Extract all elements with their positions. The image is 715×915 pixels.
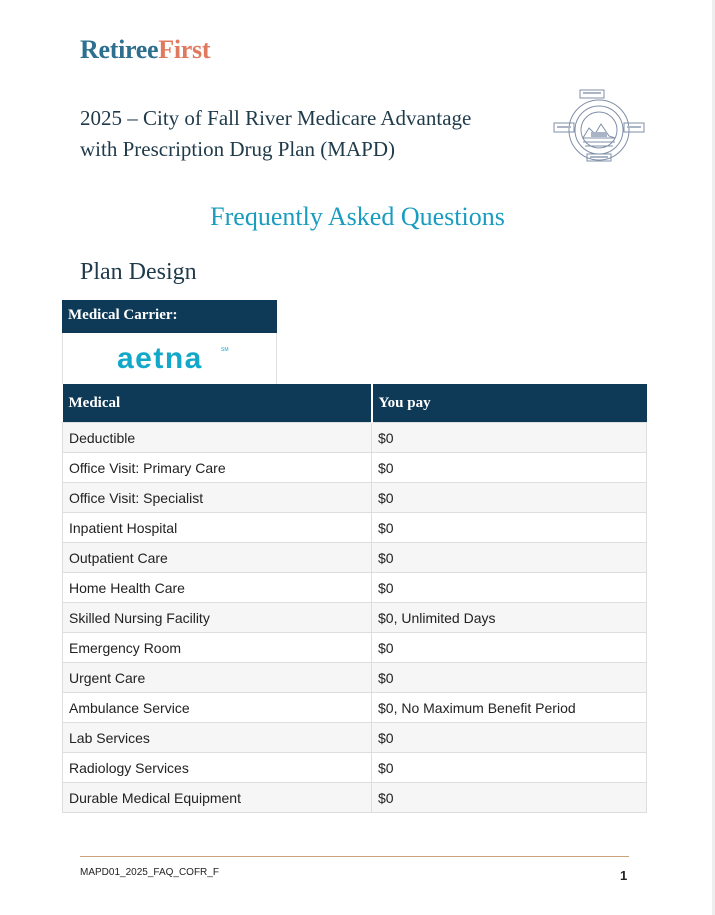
table-row	[63, 753, 647, 783]
document-title	[80, 103, 540, 165]
aetna-logo-text: aetna	[117, 342, 203, 375]
carrier-label: Medical Carrier:	[62, 300, 277, 333]
city-seal-icon	[553, 88, 645, 168]
cost-cell: $0, Unlimited Days	[372, 603, 647, 633]
table-row	[63, 783, 647, 813]
benefit-cell: Emergency Room	[63, 633, 372, 663]
cost-cell: $0, No Maximum Benefit Period	[372, 693, 647, 723]
carrier-logo-cell	[62, 333, 277, 384]
aetna-logo-mark: SM	[221, 347, 229, 353]
table-row	[63, 453, 647, 483]
cost-cell: $0	[372, 453, 647, 483]
logo-part-retiree: Retiree	[80, 35, 159, 64]
cost-cell: $0	[372, 633, 647, 663]
logo-part-first: First	[158, 35, 211, 64]
cost-cell: $0	[372, 753, 647, 783]
table-row	[63, 633, 647, 663]
benefit-cell: Inpatient Hospital	[63, 513, 372, 543]
table-row	[63, 513, 647, 543]
table-row	[63, 543, 647, 573]
benefit-cell: Office Visit: Primary Care	[63, 453, 372, 483]
document-title-line-1: 2025 – City of Fall River Medicare Advantage	[80, 106, 472, 130]
header-you-pay: You pay	[372, 384, 647, 423]
benefit-cell: Durable Medical Equipment	[63, 783, 372, 813]
benefit-cell: Ambulance Service	[63, 693, 372, 723]
table-row	[63, 423, 647, 453]
benefit-cell: Deductible	[63, 423, 372, 453]
table-row	[63, 573, 647, 603]
cost-cell: $0	[372, 543, 647, 573]
benefit-cell: Urgent Care	[63, 663, 372, 693]
cost-cell: $0	[372, 423, 647, 453]
faq-heading: Frequently Asked Questions	[210, 202, 505, 231]
table-row	[63, 723, 647, 753]
footer-document-code: MAPD01_2025_FAQ_COFR_F	[80, 867, 219, 878]
retireefirst-logo	[80, 35, 210, 65]
aetna-logo	[117, 337, 227, 377]
table-row	[63, 693, 647, 723]
benefit-cell: Home Health Care	[63, 573, 372, 603]
table-header-row	[63, 384, 647, 423]
cost-cell: $0	[372, 723, 647, 753]
cost-cell: $0	[372, 783, 647, 813]
section-heading: Plan Design	[80, 259, 197, 285]
benefit-cell: Outpatient Care	[63, 543, 372, 573]
page-number: 1	[620, 868, 628, 883]
footer-divider	[80, 856, 629, 857]
benefit-cell: Skilled Nursing Facility	[63, 603, 372, 633]
cost-cell: $0	[372, 663, 647, 693]
benefit-cell: Lab Services	[63, 723, 372, 753]
cost-cell: $0	[372, 573, 647, 603]
table-row	[63, 483, 647, 513]
benefit-cell: Office Visit: Specialist	[63, 483, 372, 513]
header-medical: Medical	[63, 384, 372, 423]
table-row	[63, 603, 647, 633]
benefit-cell: Radiology Services	[63, 753, 372, 783]
cost-cell: $0	[372, 483, 647, 513]
table-row	[63, 663, 647, 693]
cost-cell: $0	[372, 513, 647, 543]
plan-design-table	[62, 384, 647, 813]
document-title-line-2: with Prescription Drug Plan (MAPD)	[80, 137, 395, 161]
